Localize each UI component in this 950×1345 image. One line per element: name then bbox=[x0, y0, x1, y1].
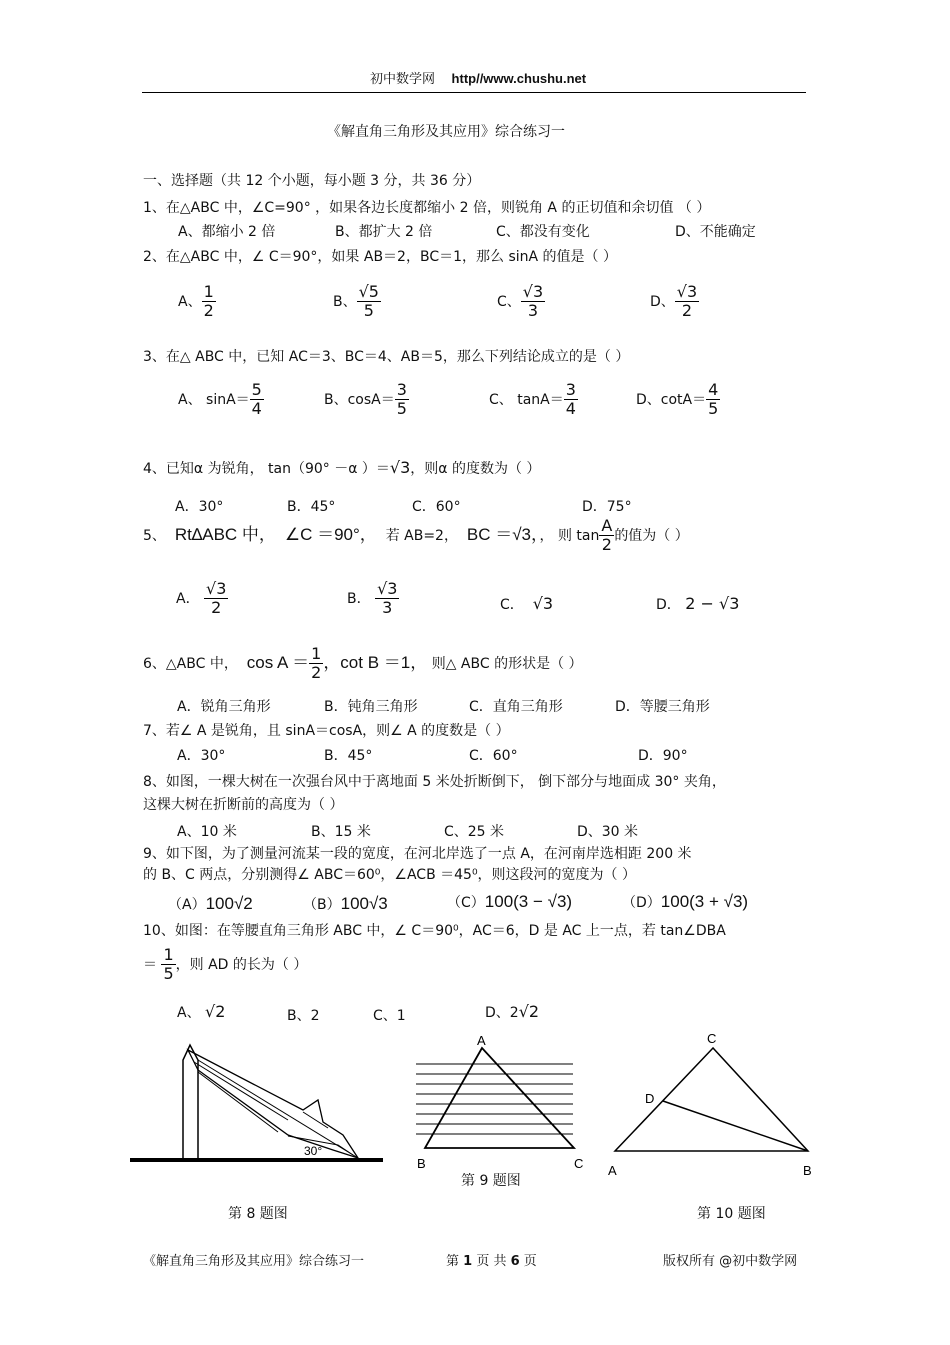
header-rule bbox=[142, 92, 806, 93]
fig8-trunk bbox=[183, 1045, 198, 1160]
q9-stem-line2: 的 B、C 两点，分别测得∠ ABC＝60⁰，∠ACB ＝45⁰，则这段河的宽度为（ ） bbox=[143, 867, 637, 883]
q9-option-a: （A）100√2 bbox=[168, 894, 253, 913]
fig10-label-d: D bbox=[645, 1091, 655, 1106]
q10-stem-line1: 10、如图：在等腰直角三角形 ABC 中，∠ C＝90⁰，AC＝6，D 是 AC 上一点，若 tan∠DBA bbox=[143, 923, 726, 939]
q1-option-a: A、都缩小 2 倍 bbox=[178, 224, 276, 240]
q4-option-d: D．75° bbox=[582, 499, 632, 515]
fig9-label-b: B bbox=[417, 1156, 426, 1171]
q7-option-d: D．90° bbox=[638, 748, 688, 764]
q5-option-b: B． $\frac{√3}{3}$ bbox=[347, 579, 398, 618]
q9-stem-line1: 9、如下图，为了测量河流某一段的宽度，在河北岸选了一点 A，在河南岸选相距 200 米 bbox=[143, 846, 692, 862]
fig10-caption: 第 10 题图 bbox=[697, 1206, 766, 1222]
q9-option-d: （D）100(3 + √3) bbox=[622, 892, 749, 911]
q8-stem-line2: 这棵大树在折断前的高度为（ ） bbox=[143, 797, 344, 813]
figure-8 bbox=[128, 1040, 388, 1165]
figure-9 bbox=[408, 1030, 588, 1175]
q8-option-b: B、15 米 bbox=[311, 824, 371, 840]
q8-stem-line1: 8、如图，一棵大树在一次强台风中于离地面 5 米处折断倒下， 倒下部分与地面成 30° 夹角， bbox=[143, 774, 726, 790]
q5-option-c: C． √3 bbox=[500, 594, 554, 613]
q6-option-a: A．锐角三角形 bbox=[177, 699, 271, 715]
q4-stem: 4、已知α 为锐角， tan（90° －α ）＝√3，则α 的度数为（ ） bbox=[143, 458, 541, 477]
q6-option-b: B．钝角三角形 bbox=[324, 699, 418, 715]
q2-stem: 2、在△ABC 中，∠ C＝90°，如果 AB＝2，BC＝1，那么 sinA 的值是（ ） bbox=[143, 249, 617, 265]
q10-stem-line2: ＝ $\frac{1}{5}$ ，则 AD 的长为（ ） bbox=[143, 945, 308, 984]
q5-option-d: D． 2 − √3 bbox=[656, 594, 740, 613]
fig8-angle-label: 30° bbox=[304, 1144, 323, 1158]
q8-option-a: A、10 米 bbox=[177, 824, 237, 840]
q7-option-b: B．45° bbox=[324, 748, 373, 764]
section-heading: 一、选择题（共 12 个小题，每小题 3 分，共 36 分） bbox=[143, 173, 481, 189]
doc-title: 《解直角三角形及其应用》综合练习一 bbox=[327, 124, 565, 140]
q3-option-d: D、cotA＝ $\frac{4}{5}$ bbox=[636, 380, 719, 419]
q1-option-b: B、都扩大 2 倍 bbox=[335, 224, 433, 240]
q5-stem: 5、 Rt∆ABC 中， ∠C ＝90°， 若 AB=2， BC ＝√3，， 则 tan $\frac{A}{2}$ 的值为（ ） bbox=[143, 516, 689, 555]
q2-option-d: D、 $\frac{√3}{2}$ bbox=[650, 282, 698, 321]
q1-option-c: C、都没有变化 bbox=[496, 224, 590, 240]
q7-option-a: A．30° bbox=[177, 748, 226, 764]
footer-copyright: 版权所有 @初中数学网 bbox=[663, 1254, 798, 1269]
q6-stem: 6、△ABC 中， cos A ＝ $\frac{1}{2}$ ，cot B ＝1， 则△ ABC 的形状是（ ） bbox=[143, 644, 583, 683]
fig10-label-c: C bbox=[707, 1031, 717, 1046]
fig10-label-a: A bbox=[608, 1163, 617, 1178]
q4-option-a: A．30° bbox=[175, 499, 224, 515]
fig10-segment-db bbox=[663, 1101, 808, 1151]
q6-option-d: D．等腰三角形 bbox=[615, 699, 710, 715]
footer-page: 第 1 页 共 6 页 bbox=[446, 1254, 537, 1269]
q6-option-c: C．直角三角形 bbox=[469, 699, 563, 715]
q2-option-a: A、 $\frac{1}{2}$ bbox=[178, 282, 214, 321]
q3-option-b: B、cosA＝ $\frac{3}{5}$ bbox=[324, 380, 407, 419]
header-url: http//www.chushu.net bbox=[451, 71, 587, 86]
q3-option-c: C、 tanA＝ $\frac{3}{4}$ bbox=[489, 380, 576, 419]
q9-option-b: （B）100√3 bbox=[303, 894, 388, 913]
q7-option-c: C．60° bbox=[469, 748, 518, 764]
q10-option-d: D、2√2 bbox=[485, 1002, 540, 1021]
q10-option-a: A、 √2 bbox=[177, 1002, 226, 1021]
q4-option-c: C．60° bbox=[412, 499, 461, 515]
q3-stem: 3、在△ ABC 中，已知 AC＝3、BC＝4、AB＝5，那么下列结论成立的是（ ） bbox=[143, 349, 630, 365]
fig9-caption: 第 9 题图 bbox=[461, 1173, 521, 1189]
q1-stem: 1、在△ABC 中，∠C=90° ，如果各边长度都缩小 2 倍，则锐角 A 的正切值和余切值 （ ） bbox=[143, 200, 711, 216]
header-site: 初中数学网 bbox=[370, 72, 436, 87]
q7-stem: 7、若∠ A 是锐角，且 sinA＝cosA，则∠ A 的度数是（ ） bbox=[143, 723, 510, 739]
fig9-label-a: A bbox=[477, 1033, 486, 1048]
fig10-triangle bbox=[615, 1048, 808, 1151]
footer-title: 《解直角三角形及其应用》综合练习一 bbox=[143, 1254, 365, 1269]
figure-10 bbox=[600, 1028, 820, 1183]
q10-option-b: B、2 bbox=[287, 1008, 320, 1024]
q10-option-c: C、1 bbox=[373, 1008, 406, 1024]
fig9-label-c: C bbox=[574, 1156, 584, 1171]
fig8-caption: 第 8 题图 bbox=[228, 1206, 288, 1222]
q9-option-c: （C）100(3 − √3) bbox=[447, 892, 573, 911]
q1-option-d: D、不能确定 bbox=[675, 224, 756, 240]
q2-option-b: B、 $\frac{√5}{5}$ bbox=[333, 282, 379, 321]
q5-option-a: A． $\frac{√3}{2}$ bbox=[176, 579, 227, 618]
page-header bbox=[370, 68, 586, 87]
q3-option-a: A、 sinA＝ $\frac{5}{4}$ bbox=[178, 380, 262, 419]
fig10-label-b: B bbox=[803, 1163, 812, 1178]
q2-option-c: C、 $\frac{√3}{3}$ bbox=[497, 282, 544, 321]
fig9-triangle bbox=[425, 1048, 574, 1148]
q4-option-b: B．45° bbox=[287, 499, 336, 515]
q8-option-d: D、30 米 bbox=[577, 824, 639, 840]
q8-option-c: C、25 米 bbox=[444, 824, 505, 840]
